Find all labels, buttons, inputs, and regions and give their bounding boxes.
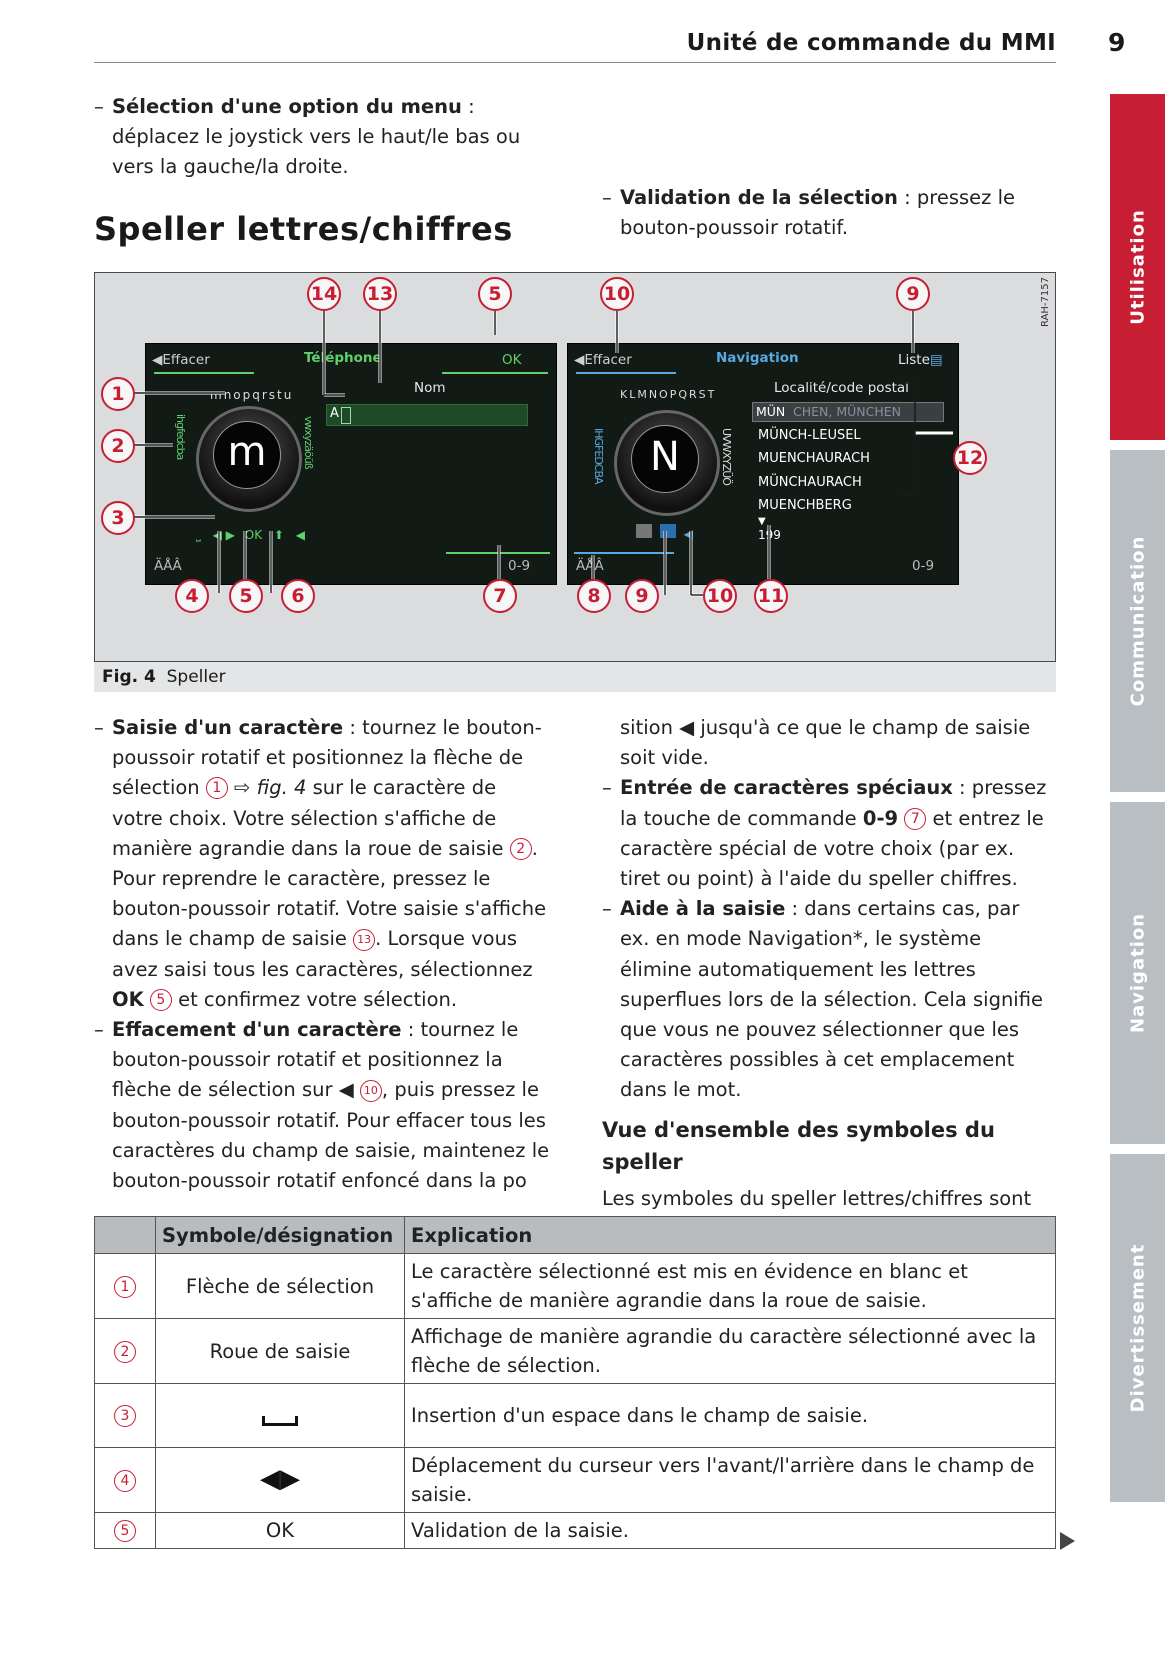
symbols-table: [94, 1216, 1056, 1549]
wheel-letters-top: KLMNOPQRST: [620, 388, 717, 401]
input-field-value: A: [330, 406, 339, 421]
symbol-cell: [156, 1384, 405, 1448]
input-character-paragraph: – Saisie d'un caractère : tournez le bouton-poussoir rotatif et positionnez la flèche de sélection 1 ⇨ fig. 4 sur le caractère de votre choix. Votre sélection s'affiche de manière agrandie dans la roue de saisie 2 . Pour reprendre le caractère, pressez le bouton-poussoir rotatif. Votre saisie s'affiche dans le champ de saisie 13 . Lorsque vous avez saisi tous les caractères, sélectionnez OK 5 et confirmez votre sélection.: [94, 716, 547, 1011]
space-icon: [262, 1416, 298, 1426]
section-title: Speller lettres/chiffres: [94, 210, 513, 248]
table-header: Explication: [405, 1217, 1056, 1254]
ref-13: 13: [353, 929, 375, 951]
callout-9: 9: [625, 579, 659, 613]
input-help-paragraph: – Aide à la saisie : dans certains cas, par ex. en mode Navigation*, le système élimine automatiquement les lettres superflues lors de la sélection. Cela signifie que vous ne pouvez sélectionner que les caractères possibles à cet emplacement dans le mot.: [602, 897, 1044, 1102]
table-row: [95, 1384, 1056, 1448]
page-number: 9: [1108, 28, 1126, 57]
callout-10: 10: [703, 579, 737, 613]
key-label: 0-9: [862, 806, 899, 830]
ref-10: 10: [360, 1080, 382, 1102]
back-arrow-icon: ◀: [574, 352, 585, 368]
callout-5: 5: [229, 579, 263, 613]
ok-button[interactable]: OK: [502, 352, 522, 368]
delete-arrow-icon: ◀: [338, 1078, 354, 1102]
figure-caption-text: Speller: [166, 667, 226, 687]
result-item[interactable]: MÜNCH-LEUSEL: [758, 428, 861, 443]
field-label: Localité/code postal: [774, 380, 909, 396]
left-column: [94, 713, 552, 1196]
side-tab-label: Utilisation: [1127, 209, 1148, 325]
symbol-cell: Roue de saisie: [156, 1319, 405, 1384]
selection-validation-term: Validation de la sélection: [620, 185, 898, 209]
effacer-button[interactable]: ◀Effacer: [574, 352, 632, 368]
menu-selection-paragraph: – Sélection d'une option du menu : déplacez le joystick vers le haut/le bas ou vers la gauche/la droite.: [94, 95, 521, 179]
explanation-cell: Déplacement du curseur vers l'avant/l'arrière dans le champ de saisie.: [405, 1448, 1056, 1513]
callout-7: 7: [483, 579, 517, 613]
running-header-title: Unité de commande du MMI: [686, 30, 1056, 56]
callout-1: 1: [101, 377, 135, 411]
callout-5: 5: [478, 277, 512, 311]
explanation-cell: Le caractère sélectionné est mis en évidence en blanc et s'affiche de manière agrandie dans la roue de saisie.: [405, 1254, 1056, 1319]
delete-arrow-icon[interactable]: ◀: [683, 527, 693, 541]
callout-14: 14: [307, 277, 341, 311]
side-tab-label: Divertissement: [1127, 1243, 1148, 1413]
back-arrow-icon: ◀: [152, 352, 163, 368]
table-row: [95, 1513, 1056, 1549]
screen-title: Téléphone: [304, 350, 382, 366]
right-column: [602, 713, 1054, 1244]
side-tab-utilisation[interactable]: [1110, 94, 1165, 440]
symbol-cell: Flèche de sélection: [156, 1254, 405, 1319]
symbols-intro: Les symboles du speller lettres/chiffres sont: [602, 1186, 1032, 1210]
field-label: Nom: [414, 380, 446, 396]
ok-term: OK: [112, 987, 144, 1011]
side-tab-label: Communication: [1127, 535, 1148, 707]
list-icon: ▤: [929, 352, 943, 368]
delete-character-term: Effacement d'un caractère: [112, 1018, 402, 1042]
toolbar-ok-button[interactable]: OK: [244, 528, 263, 542]
wheel-letters-right: UVWXYZÜÖ: [720, 428, 733, 485]
side-tab-communication[interactable]: [1110, 450, 1165, 792]
table-header: Symbole/désignation: [156, 1217, 405, 1254]
wheel-letters-left: IHGFEDCBA: [592, 428, 605, 484]
reference-arrow-icon: ⇨: [234, 776, 251, 800]
figure-caption-label: Fig. 4: [102, 667, 156, 687]
table-row: [95, 1319, 1056, 1384]
next-page-arrow-icon[interactable]: [1060, 1532, 1075, 1550]
figure-caption: [94, 662, 1056, 692]
autocomplete-suggestion: CHEN, MÜNCHEN: [793, 404, 901, 419]
callout-10: 10: [600, 277, 634, 311]
delete-character-paragraph: – Effacement d'un caractère : tournez le bouton-poussoir rotatif et positionnez la flèche de sélection sur ◀ 10 , puis pressez le bouton-poussoir rotatif. Pour effacer tous les caractères du champ de saisie, maintenez le bouton-poussoir rotatif enfoncé dans la po: [94, 1018, 550, 1193]
selected-letter: m: [213, 421, 281, 489]
table-header: [95, 1217, 156, 1254]
explanation-cell: Insertion d'un espace dans le champ de saisie.: [405, 1384, 1056, 1448]
figure-code: RAH-7157: [1040, 277, 1051, 327]
symbol-cell: OK: [156, 1513, 405, 1549]
ref-5: 5: [150, 989, 172, 1011]
special-chars-label: ÄÅÂ: [154, 558, 182, 574]
special-chars-label: ÄÅÂ: [576, 558, 604, 574]
special-characters-paragraph: – Entrée de caractères spéciaux : pressez la touche de commande 0-9 7 et entrez le caractère spécial de votre choix (par ex. tiret ou point) à l'aide du speller chiffres.: [602, 776, 1047, 891]
callout-13: 13: [363, 277, 397, 311]
callout-11: 11: [754, 579, 788, 613]
explanation-cell: Affichage de manière agrandie du caractère sélectionné avec la flèche de sélection.: [405, 1319, 1056, 1384]
explanation-cell: Validation de la saisie.: [405, 1513, 1056, 1549]
delete-continuation: sition ◀ jusqu'à ce que le champ de saisie soit vide.: [620, 716, 1031, 770]
input-field-value: MÜN: [756, 404, 786, 419]
ref-1: 1: [206, 777, 228, 799]
table-row: [95, 1254, 1056, 1319]
ref-2: 2: [510, 838, 532, 860]
callout-3: 3: [101, 501, 135, 535]
selected-letter: N: [631, 425, 699, 493]
symbol-cell: [156, 1448, 405, 1513]
cursor-arrows-icon[interactable]: ◀ ▶: [212, 528, 235, 542]
side-tab-label: Navigation: [1127, 912, 1148, 1034]
callout-8: 8: [577, 579, 611, 613]
selection-validation-text: : pressez le bouton-poussoir rotatif.: [620, 185, 1016, 239]
special-characters-term: Entrée de caractères spéciaux: [620, 776, 953, 800]
list-button[interactable]: Liste▤: [898, 352, 943, 368]
digits-button[interactable]: 0-9: [508, 558, 531, 574]
speller-figure: [94, 272, 1056, 662]
wheel-letters-left: ihgfedcba: [174, 414, 187, 460]
result-item[interactable]: MUENCHBERG: [758, 498, 852, 513]
wheel-letters-top: mnopqrstu: [210, 388, 294, 402]
row-number: 2: [114, 1341, 136, 1363]
callout-2: 2: [101, 429, 135, 463]
row-number: 5: [114, 1520, 136, 1542]
row-number: 1: [114, 1276, 136, 1298]
selection-validation-paragraph: – Validation de la sélection : pressez le bouton-poussoir rotatif.: [602, 185, 1016, 239]
header-rule: [94, 62, 1056, 63]
row-number: 4: [114, 1470, 136, 1492]
space-icon[interactable]: ⎵: [196, 528, 201, 542]
ref-7: 7: [904, 808, 926, 830]
cursor-arrows-icon: ◀▶: [260, 1464, 300, 1494]
side-tab-divertissement[interactable]: [1110, 1154, 1165, 1502]
row-number: 3: [114, 1405, 136, 1427]
callout-12: 12: [953, 441, 987, 475]
callout-9: 9: [896, 277, 930, 311]
digits-button[interactable]: 0-9: [912, 558, 935, 574]
figure-reference: fig. 4: [256, 776, 307, 800]
effacer-button[interactable]: ◀Effacer: [152, 352, 210, 368]
callout-6: 6: [281, 579, 315, 613]
wheel-letters-right: vwxyzäöüß: [302, 416, 315, 469]
more-results-icon: ▼: [758, 516, 766, 527]
delete-arrow-icon: ◀: [679, 716, 695, 739]
shift-icon[interactable]: ⬆: [273, 528, 284, 542]
input-help-term: Aide à la saisie: [620, 897, 786, 921]
table-row: [95, 1448, 1056, 1513]
callout-4: 4: [175, 579, 209, 613]
menu-selection-text: : déplacez le joystick vers le haut/le bas ou vers la gauche/la droite.: [112, 95, 521, 179]
menu-selection-term: Sélection d'une option du menu: [112, 95, 462, 118]
screen-title: Navigation: [716, 350, 799, 366]
result-item[interactable]: MUENCHAURACH: [758, 451, 870, 466]
result-item[interactable]: MÜNCHAURACH: [758, 475, 862, 490]
side-tab-navigation[interactable]: [1110, 802, 1165, 1144]
delete-arrow-icon[interactable]: ◀: [295, 528, 306, 542]
table-header-row: [95, 1217, 1056, 1254]
result-count: 199: [758, 528, 781, 542]
symbols-subheading: Vue d'ensemble des symboles du speller: [602, 1117, 995, 1174]
input-character-term: Saisie d'un caractère: [112, 716, 344, 739]
